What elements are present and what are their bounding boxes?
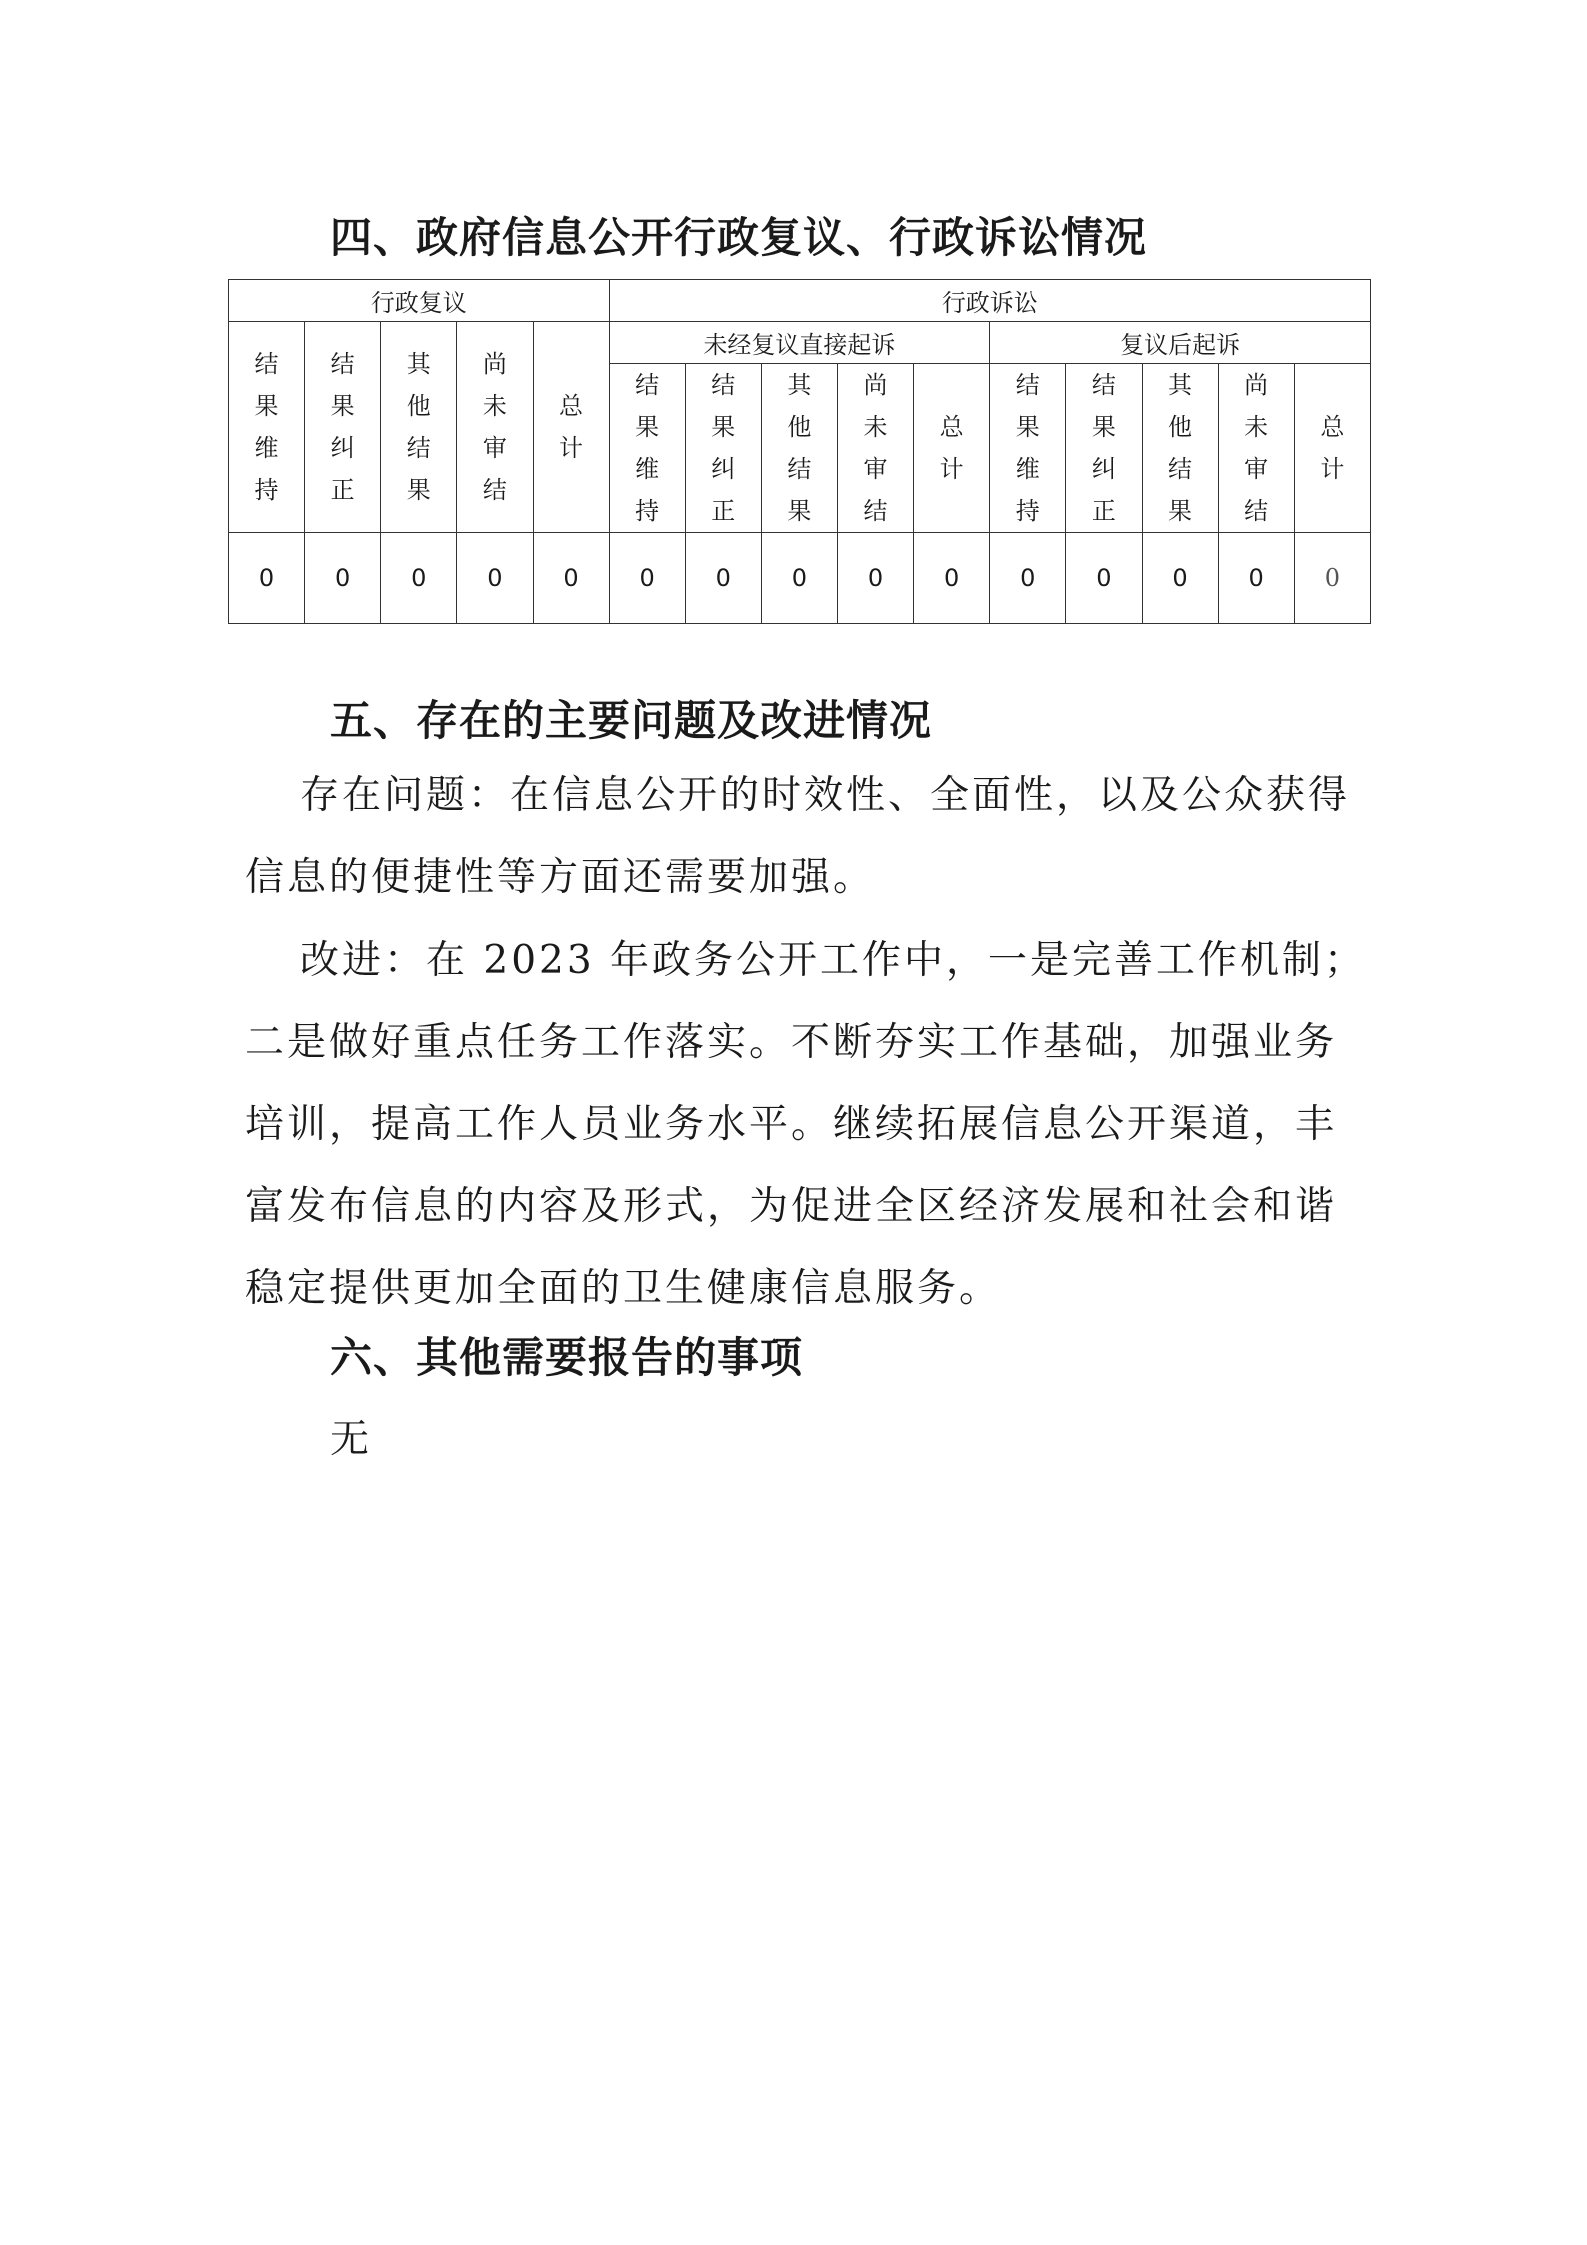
col-header: 结果维持 — [990, 364, 1066, 533]
table-cell: 0 — [533, 533, 609, 624]
table-cell: 0 — [990, 533, 1066, 624]
table-cell: 0 — [1066, 533, 1142, 624]
col-header: 其他结果 — [1142, 364, 1218, 533]
paragraph-line: 信息的便捷性等方面还需要加强。 — [245, 855, 876, 900]
improvement-paragraph — [245, 920, 1367, 1330]
table-value-row — [229, 533, 1371, 624]
paragraph-line: 改进：在 2023 年政务公开工作中，一是完善工作机制； — [300, 938, 1367, 983]
table-cell: 0 — [1294, 533, 1370, 624]
section-6-content: 无 — [330, 1417, 370, 1462]
table-cell: 0 — [381, 533, 457, 624]
table-cell: 0 — [1218, 533, 1294, 624]
col-header: 总计 — [1294, 364, 1370, 533]
col-header: 尚未审结 — [457, 322, 533, 533]
col-header: 结果维持 — [609, 364, 685, 533]
section-4-heading: 四、政府信息公开行政复议、行政诉讼情况 — [330, 213, 1148, 262]
table-cell: 0 — [838, 533, 914, 624]
after-review-lawsuit-header: 复议后起诉 — [990, 322, 1371, 364]
table-cell: 0 — [685, 533, 761, 624]
problems-paragraph — [245, 755, 1360, 919]
table-cell: 0 — [305, 533, 381, 624]
col-header: 总计 — [914, 364, 990, 533]
table-header-row-2 — [229, 322, 1371, 364]
review-litigation-table — [228, 279, 1371, 624]
paragraph-line: 富发布信息的内容及形式，为促进全区经济发展和社会和谐 — [245, 1184, 1338, 1229]
table-cell: 0 — [229, 533, 305, 624]
table-cell: 0 — [457, 533, 533, 624]
review-header: 行政复议 — [229, 280, 610, 322]
col-header: 结果维持 — [229, 322, 305, 533]
section-5-heading: 五、存在的主要问题及改进情况 — [330, 696, 933, 745]
col-header: 结果纠正 — [305, 322, 381, 533]
paragraph-line: 存在问题：在信息公开的时效性、全面性，以及公众获得 — [300, 773, 1351, 818]
table-cell: 0 — [1142, 533, 1218, 624]
table-cell: 0 — [761, 533, 837, 624]
paragraph-line: 二是做好重点任务工作落实。不断夯实工作基础，加强业务 — [245, 1020, 1338, 1065]
col-header: 其他结果 — [381, 322, 457, 533]
col-header: 结果纠正 — [685, 364, 761, 533]
col-header: 尚未审结 — [838, 364, 914, 533]
direct-lawsuit-header: 未经复议直接起诉 — [609, 322, 990, 364]
col-header: 尚未审结 — [1218, 364, 1294, 533]
paragraph-line: 培训，提高工作人员业务水平。继续拓展信息公开渠道，丰 — [245, 1102, 1338, 1147]
col-header: 结果纠正 — [1066, 364, 1142, 533]
section-6-heading: 六、其他需要报告的事项 — [330, 1333, 804, 1382]
table-cell: 0 — [609, 533, 685, 624]
litigation-header: 行政诉讼 — [609, 280, 1370, 322]
table-cell: 0 — [914, 533, 990, 624]
table-header-row-1 — [229, 280, 1371, 322]
col-header: 总计 — [533, 322, 609, 533]
paragraph-line: 稳定提供更加全面的卫生健康信息服务。 — [245, 1266, 1002, 1311]
col-header: 其他结果 — [761, 364, 837, 533]
